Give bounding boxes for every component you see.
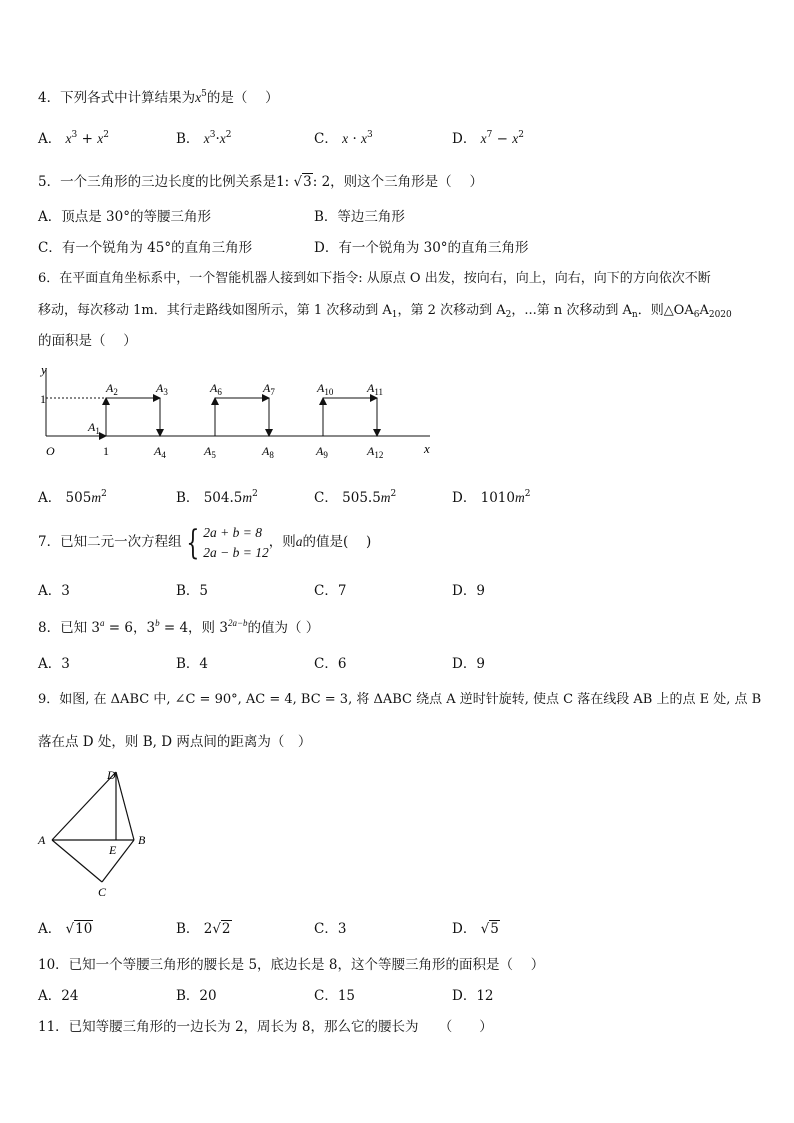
y-one-label: 1 xyxy=(40,392,46,406)
origin-label: O xyxy=(46,444,55,458)
q9-option-a[interactable]: A． √10 xyxy=(38,921,93,937)
label-a10: $A_{10}$ xyxy=(317,381,334,397)
segment-ad xyxy=(52,772,116,840)
q7-option-a[interactable]: A．3 xyxy=(38,583,70,599)
q10-option-d[interactable]: D．12 xyxy=(452,988,494,1004)
label-a6: $A_6$ xyxy=(210,381,222,397)
q8-option-c[interactable]: C．6 xyxy=(314,656,347,672)
q6-figure xyxy=(30,362,450,472)
label-a5: $A_5$ xyxy=(204,444,216,460)
label-b: B xyxy=(138,833,146,847)
q6-stem-line2: 移动，每次移动 1m．其行走路线如图所示，第 1 次移动到 $A_1$，第 2 次移动到 $A_2$，...第 n 次移动到 $A_n$．则$\triangle OA_6A_{2020}$ xyxy=(38,303,732,320)
label-e: E xyxy=(109,843,117,857)
q5-option-d[interactable]: D．有一个锐角为 30°的直角三角形 xyxy=(314,240,529,256)
q10-stem: 10．已知一个等腰三角形的腰长是 5，底边长是 8，这个等腰三角形的面积是（ ） xyxy=(38,957,545,973)
segment-bc xyxy=(102,840,134,882)
q6-option-d[interactable]: D． $1010m^2$ xyxy=(452,489,531,506)
q10-option-a[interactable]: A．24 xyxy=(38,988,79,1004)
q9-option-c[interactable]: C．3 xyxy=(314,921,347,937)
label-d: D xyxy=(107,768,116,782)
q7-option-b[interactable]: B．5 xyxy=(176,583,209,599)
q11-stem: 11．已知等腰三角形的一边长为 2，周长为 8，那么它的腰长为 （ ） xyxy=(38,1019,493,1035)
label-a3: $A_3$ xyxy=(156,381,168,397)
segment-ac xyxy=(52,840,102,882)
q4-stem: 4．下列各式中计算结果为$x^5$的是（ ） xyxy=(38,89,279,106)
q8-option-b[interactable]: B．4 xyxy=(176,656,209,672)
label-a7: $A_7$ xyxy=(263,381,275,397)
q7-option-d[interactable]: D．9 xyxy=(452,583,485,599)
label-a2: $A_2$ xyxy=(106,381,118,397)
segment-db xyxy=(116,772,134,840)
y-axis-label: y xyxy=(41,362,47,377)
label-a12: $A_{12}$ xyxy=(367,444,384,460)
q6-option-b[interactable]: B． $504.5m^2$ xyxy=(176,489,258,506)
q5-stem: 5．一个三角形的三边长度的比例关系是1: √3: 2，则这个三角形是（ ） xyxy=(38,174,483,190)
q8-option-d[interactable]: D．9 xyxy=(452,656,485,672)
label-a: A xyxy=(38,833,46,847)
q6-stem-line3: 的面积是（ ） xyxy=(38,333,137,349)
sqrt-symbol: √3 xyxy=(293,174,312,190)
q10-option-c[interactable]: C．15 xyxy=(314,988,356,1004)
q8-option-a[interactable]: A．3 xyxy=(38,656,70,672)
q5-option-b[interactable]: B．等边三角形 xyxy=(314,209,405,225)
q10-option-b[interactable]: B．20 xyxy=(176,988,217,1004)
brace-symbol: { xyxy=(185,522,199,563)
equation-system: 2a + b = 8 2a − b = 12 xyxy=(203,524,269,560)
q5-option-c[interactable]: C．有一个锐角为 45°的直角三角形 xyxy=(38,240,253,256)
label-c: C xyxy=(98,885,107,899)
q7-option-c[interactable]: C．7 xyxy=(314,583,347,599)
x-axis-label: x xyxy=(424,441,430,456)
q6-option-a[interactable]: A． $505m^2$ xyxy=(38,489,107,506)
q4-option-d[interactable]: D． $x^7 - x^2$ xyxy=(452,130,524,147)
label-a11: $A_{11}$ xyxy=(367,381,384,397)
label-a8: $A_8$ xyxy=(262,444,274,460)
label-a4: $A_4$ xyxy=(154,444,166,460)
q9-stem-line2: 落在点 D 处，则 B, D 两点间的距离为（ ） xyxy=(38,734,312,750)
x-one-label: 1 xyxy=(103,444,109,458)
label-a1: $A_1$ xyxy=(88,420,100,436)
q9-option-b[interactable]: B． 2√2 xyxy=(176,921,231,937)
q9-figure xyxy=(30,762,170,902)
q6-option-c[interactable]: C． $505.5m^2$ xyxy=(314,489,397,506)
q8-stem: 8．已知 $3^a = 6$，$3^b = 4$，则 $3^{2a-b}$的值为（ ） xyxy=(38,618,320,636)
q9-option-d[interactable]: D． √5 xyxy=(452,921,499,937)
q9-stem-line1: 9．如图, 在 ΔABC 中, ∠C = 90°, AC = 4, BC = 3, 将 ΔABC 绕点 A 逆时针旋转, 使点 C 落在线段 AB 上的点 E 处, 点 B xyxy=(38,692,762,707)
label-a9: $A_9$ xyxy=(316,444,328,460)
q4-option-c[interactable]: C． $x \cdot x^3$ xyxy=(314,130,373,147)
q7-stem: 7．已知二元一次方程组 { 2a + b = 8 2a − b = 12，则a的值是( ) xyxy=(38,522,372,563)
q4-option-a[interactable]: A． $x^3 + x^2$ xyxy=(38,130,109,147)
q6-stem-line1: 6．在平面直角坐标系中，一个智能机器人接到如下指令: 从原点 O 出发，按向右，向上，向右，向下的方向依次不断 xyxy=(38,271,711,286)
q4-option-b[interactable]: B． $x^3\cdot x^2$ xyxy=(176,130,232,147)
q5-option-a[interactable]: A．顶点是 30°的等腰三角形 xyxy=(38,209,211,225)
